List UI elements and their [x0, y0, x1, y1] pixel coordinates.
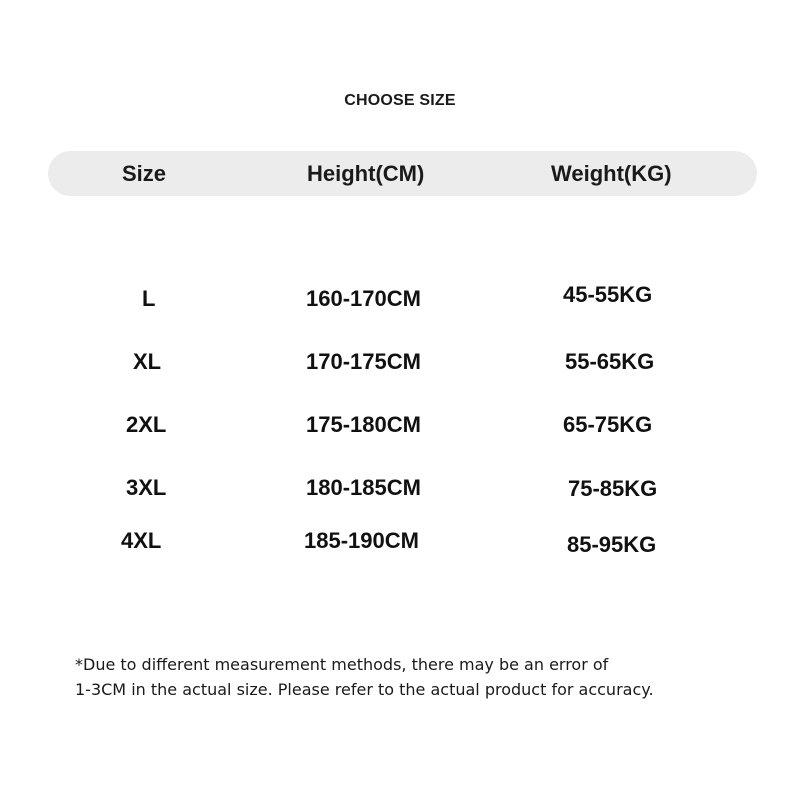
note-line-1: *Due to different measurement methods, there may be an error of	[75, 655, 609, 674]
row-height: 170-175CM	[306, 349, 421, 374]
row-size: 2XL	[126, 412, 167, 437]
row-size: XL	[133, 349, 162, 374]
header-size: Size	[122, 161, 167, 186]
row-weight: 45-55KG	[563, 282, 653, 307]
measurement-note	[75, 652, 755, 702]
header-height: Height(CM)	[307, 161, 425, 186]
row-height: 180-185CM	[306, 475, 421, 500]
table-header	[48, 151, 757, 196]
row-weight: 55-65KG	[565, 349, 655, 374]
note-line-2: 1-3CM in the actual size. Please refer to the actual product for accuracy.	[75, 680, 654, 699]
row-weight: 75-85KG	[568, 476, 658, 501]
row-height: 175-180CM	[306, 412, 421, 437]
row-size: L	[142, 286, 156, 311]
row-size: 4XL	[121, 528, 162, 553]
row-height: 160-170CM	[306, 286, 421, 311]
row-weight: 85-95KG	[567, 532, 657, 557]
row-size: 3XL	[126, 475, 167, 500]
page-title: CHOOSE SIZE	[344, 92, 456, 109]
row-height: 185-190CM	[304, 528, 419, 553]
row-weight: 65-75KG	[563, 412, 653, 437]
header-weight: Weight(KG)	[551, 161, 672, 186]
